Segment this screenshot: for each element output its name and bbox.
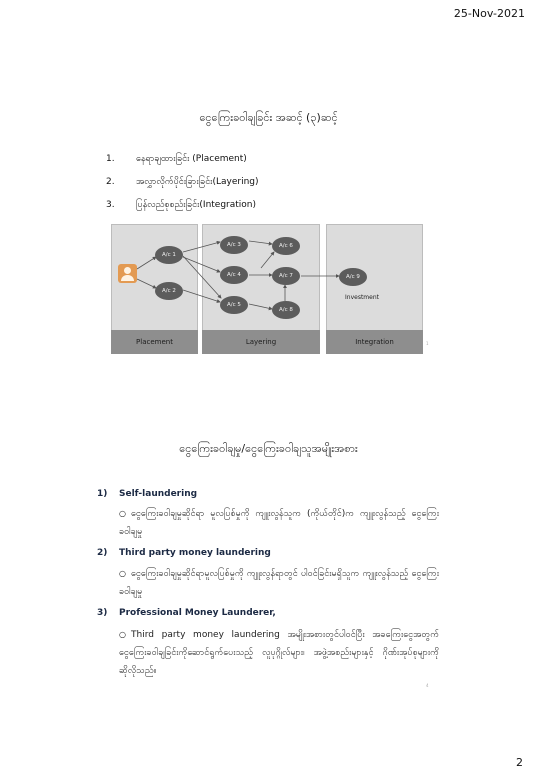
account-node: A/c 4 [220, 266, 248, 284]
section-body [119, 626, 439, 680]
section-text: Third party money laundering အမျိုးအစားတွင်ပါဝင်ပြီး အခကြေးငွေအတွက် ငွေကြေးခဝါချခြင်းကိုဆောင်ရွက်ပေးသည့် လူပုဂ္ဂိုလ်များ၊ အဖွဲ့အစည်းများနှင့် ဂိုဏ်းအုပ်စုများကိုဆိုလိုသည်။ [119, 630, 439, 676]
slide2-title: ငွေကြေးခဝါချမှု/ငွေကြေးခဝါချသူအမျိုးအစား [179, 442, 358, 455]
panel-label-placement: Placement [111, 330, 198, 354]
section-title: Self-laundering [119, 489, 198, 499]
slide1-number: 1 [426, 341, 429, 346]
section-number: 2) [97, 548, 108, 558]
person-icon [118, 264, 137, 283]
step-text: ပြန်လည်စုစည်းခြင်း(Integration) [136, 200, 257, 210]
step-number: 2. [106, 177, 115, 187]
bullet-icon: ○ [119, 630, 126, 639]
account-node: A/c 5 [220, 296, 248, 314]
step-number: 1. [106, 154, 115, 164]
step-text: နေရာချထားခြင်း (Placement) [136, 154, 247, 164]
account-node: A/c 9 [339, 268, 367, 286]
panel-label-layering: Layering [202, 330, 320, 354]
steps-list [106, 148, 259, 217]
section-heading [97, 548, 271, 558]
panel-label-integration: Integration [326, 330, 423, 354]
step-item [106, 194, 259, 217]
section-text: ငွေကြေးခဝါချမှုဆိုင်ရာမူလပြစ်မှုကို ကျူးလွန်ရာတွင် ပါဝင်ခြင်းမရှိသူက ကျူးလွန်သည့် ငွေကြေးခဝါချမှု [119, 569, 439, 597]
account-node: A/c 6 [272, 237, 300, 255]
section-heading [97, 608, 276, 618]
section-number: 1) [97, 489, 108, 499]
bullet-icon: ○ [119, 509, 126, 518]
slide1-title: ငွေကြေးခဝါချခြင်း အဆင့် (၃)ဆင့် [199, 111, 338, 124]
section-text: ငွေကြေးခဝါချမှုဆိုင်ရာ မူလပြစ်မှုကို ကျူးလွန်သူက (ကိုယ်တိုင်)က ကျူးလွန်သည့် ငွေကြေးခဝါချမှု [119, 509, 439, 537]
step-text: အလွှာလိုက်ပိုင်းခြားခြင်း(Layering) [136, 177, 259, 187]
step-item [106, 171, 259, 194]
section-body [119, 565, 439, 601]
bullet-icon: ○ [119, 569, 126, 578]
investment-label: Investment [345, 294, 379, 301]
header-date: 25-Nov-2021 [453, 7, 525, 20]
section-title: Third party money laundering [119, 548, 271, 558]
account-node: A/c 3 [220, 236, 248, 254]
account-node: A/c 8 [272, 301, 300, 319]
step-number: 3. [106, 200, 115, 210]
section-body [119, 505, 439, 541]
money-laundering-diagram [111, 224, 423, 354]
step-item [106, 148, 259, 171]
account-node: A/c 1 [155, 246, 183, 264]
account-node: A/c 7 [272, 267, 300, 285]
section-number: 3) [97, 608, 108, 618]
account-node: A/c 2 [155, 282, 183, 300]
section-heading [97, 489, 197, 499]
slide2-number: 4 [426, 683, 429, 688]
page-number: 2 [516, 756, 523, 769]
section-title: Professional Money Launderer, [119, 608, 276, 618]
